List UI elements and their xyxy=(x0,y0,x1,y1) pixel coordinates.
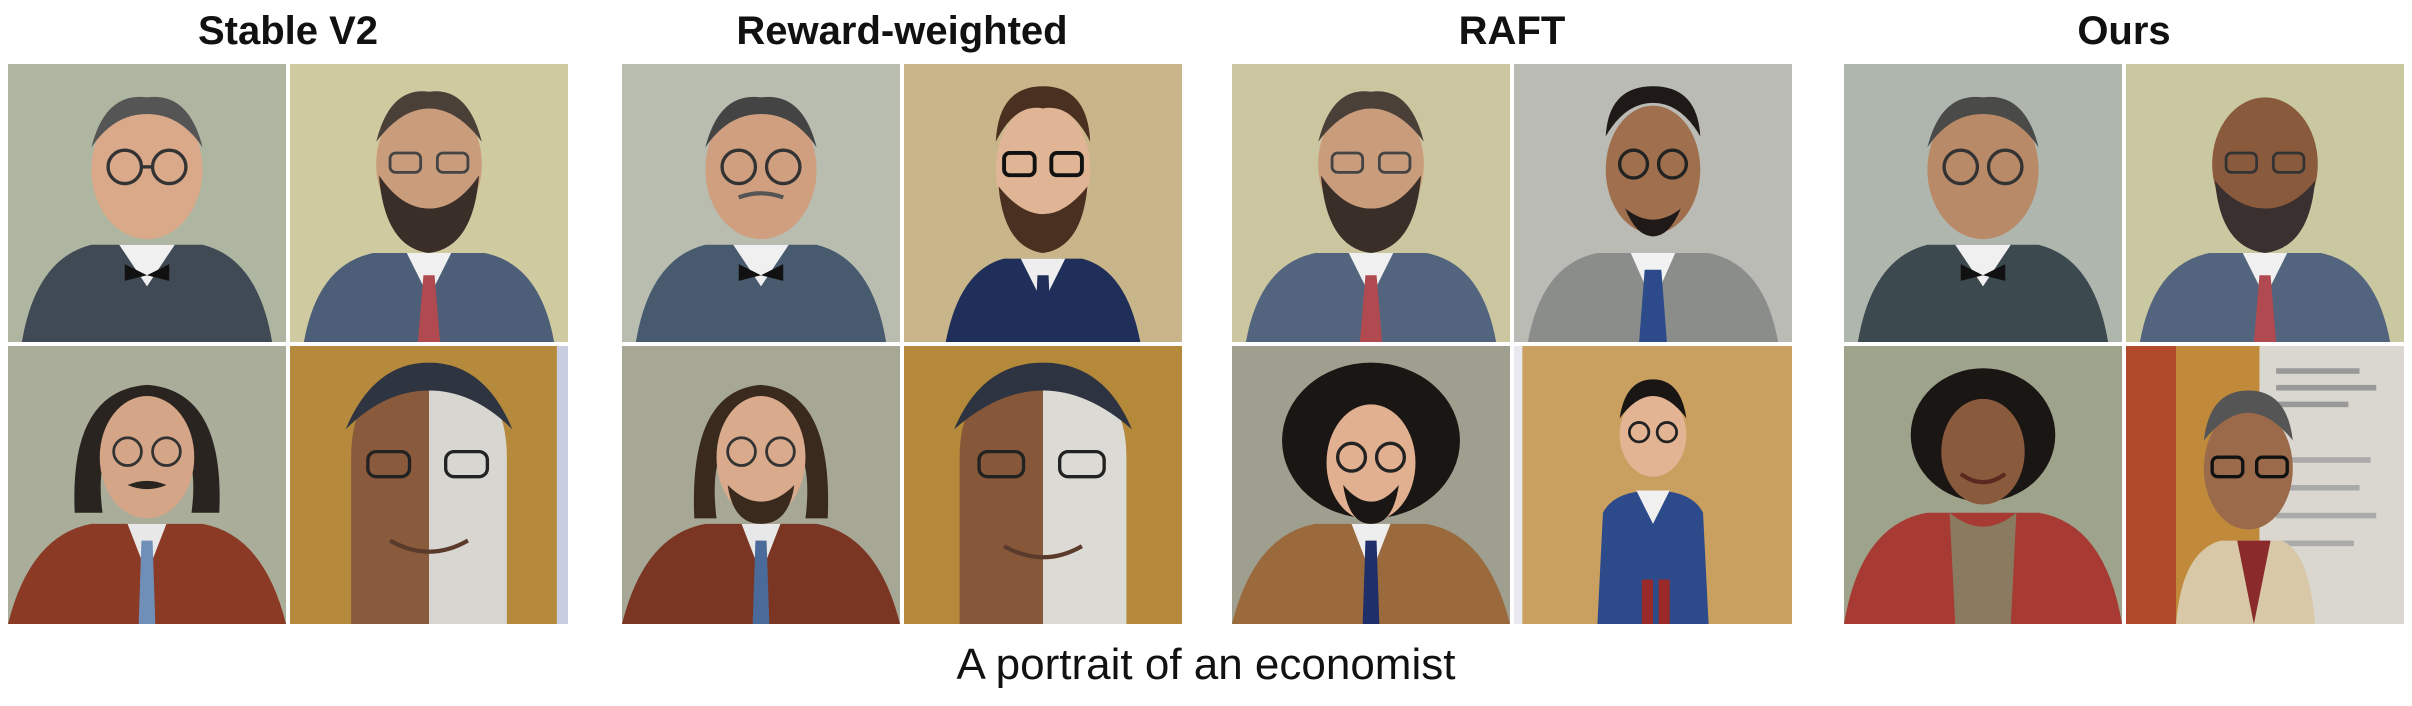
image-grid-reward-weighted xyxy=(622,64,1182,624)
portrait-image xyxy=(2126,64,2404,342)
image-grid-raft xyxy=(1232,64,1792,624)
column-title-reward-weighted: Reward-weighted xyxy=(736,8,1068,53)
column-title-ours: Ours xyxy=(2077,8,2171,53)
portrait-image xyxy=(622,64,900,342)
portrait-image xyxy=(1232,64,1510,342)
column-title-raft: RAFT xyxy=(1458,8,1566,53)
portrait-image xyxy=(1844,64,2122,342)
portrait-image xyxy=(1514,346,1792,624)
image-grid-ours xyxy=(1844,64,2404,624)
portrait-image xyxy=(2126,346,2404,624)
column-title-stable-v2: Stable V2 xyxy=(197,8,379,53)
portrait-image xyxy=(622,346,900,624)
portrait-image xyxy=(8,346,286,624)
portrait-image xyxy=(1232,346,1510,624)
portrait-image xyxy=(904,346,1182,624)
portrait-image xyxy=(904,64,1182,342)
portrait-image xyxy=(1514,64,1792,342)
portrait-image xyxy=(1844,346,2122,624)
portrait-image xyxy=(290,64,568,342)
image-grid-stable-v2 xyxy=(8,64,568,624)
portrait-image xyxy=(290,346,568,624)
figure-caption: A portrait of an economist xyxy=(956,640,1456,689)
portrait-image xyxy=(8,64,286,342)
